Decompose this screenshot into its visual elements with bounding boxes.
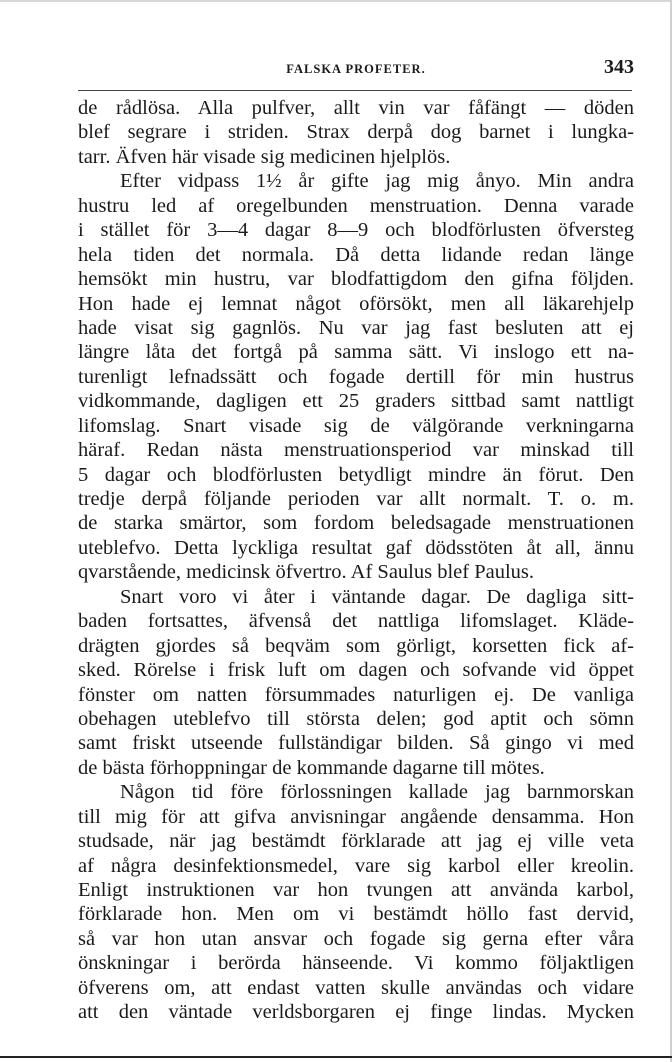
text-line: Snart voro vi åter i väntande dagar. De dagliga sitt- <box>120 585 634 608</box>
text-line: Efter vidpass 1½ år gifte jag mig ånyo. Min andra <box>120 170 634 193</box>
text-line: hemsökt min hustru, var blodfattigdom den gifna följden. <box>78 268 634 291</box>
text-line: baden fortsattes, äfvenså det nattliga lifomslaget. Kläde- <box>78 610 634 633</box>
text-line: öfverens om, att endast vatten skulle användas och vidare <box>78 976 634 999</box>
text-line: de starka smärtor, som fordom beledsagade menstruationen <box>78 512 634 535</box>
text-line: de bästa förhoppningar de kommande dagarne till mötes. <box>78 756 545 779</box>
text-line: qvarstående, medicinsk öfvertro. Af Saulus blef Paulus. <box>78 561 535 584</box>
text-line: obehagen uteblefvo till största delen; god aptit och sömn <box>78 707 634 730</box>
text-line: önskningar i berörda hänseende. Vi kommo följaktligen <box>78 952 634 975</box>
text-line: vidkommande, dagligen ett 25 graders sittbad samt nattligt <box>78 390 634 413</box>
text-line: hela tiden det normala. Då detta lidande redan länge <box>78 243 634 266</box>
header-rule <box>78 90 632 91</box>
page-header <box>78 56 634 86</box>
text-line: af några desinfektionsmedel, vare sig karbol eller kreolin. <box>78 854 634 877</box>
text-line: tarr. Äfven här visade sig medicinen hjelplös. <box>78 145 451 168</box>
text-line: att den väntade verldsborgaren ej finge lindas. Mycken <box>78 1001 634 1024</box>
text-line: förklarade hon. Men om vi bestämdt höllo fast dervid, <box>78 903 634 926</box>
text-line: 5 dagar och blodförlusten betydligt mindre än förut. Den <box>78 463 634 486</box>
text-line: Någon tid före förlossningen kallade jag barnmorskan <box>120 781 634 804</box>
text-line: samt friskt utseende fullständigar bilden. Så gingo vi med <box>78 732 634 755</box>
text-line: i stället för 3—4 dagar 8—9 och blodförlusten öfversteg <box>78 219 634 242</box>
page-number: 343 <box>604 56 634 78</box>
scan-edge-bottom <box>0 1056 672 1058</box>
text-line: Hon hade ej lemnat något oförsökt, men all läkarehjelp <box>78 292 634 315</box>
scan-edge-top <box>0 0 672 2</box>
text-line: drägten gjordes så beqväm som görligt, korsetten fick af- <box>78 634 634 657</box>
text-line: turenligt lefnadssätt och fogade dertill för min hustrus <box>78 365 634 388</box>
text-line: tredje derpå följande perioden var allt normalt. T. o. m. <box>78 488 634 510</box>
text-line: häraf. Redan nästa menstruationsperiod var minskad till <box>78 439 634 462</box>
text-line: studsade, när jag bestämdt förklarade att jag ej ville veta <box>78 830 634 853</box>
text-line: hade visat sig gagnlös. Nu var jag fast besluten att ej <box>78 316 634 339</box>
text-line: längre låta det fortgå på samma sätt. Vi inslogo ett na- <box>78 341 634 364</box>
text-line: sked. Rörelse i frisk luft om dagen och sofvande vid öppet <box>78 659 634 682</box>
text-line: blef segrare i striden. Strax derpå dog barnet i lungka- <box>78 121 634 144</box>
text-line: Enligt instruktionen var hon tvungen att använda karbol, <box>78 879 634 901</box>
text-line: lifomslag. Snart visade sig de välgörande verkningarna <box>78 414 634 437</box>
running-head: FALSKA PROFETER. <box>286 62 426 76</box>
text-line: till mig för att gifva anvisningar angående densamma. Hon <box>78 805 634 828</box>
text-line: fönster om natten försummades naturligen ej. De vanliga <box>78 683 634 706</box>
body-text <box>78 96 634 1025</box>
text-line: uteblefvo. Detta lyckliga resultat gaf dödsstöten åt all, ännu <box>78 536 634 559</box>
text-line: hustru led af oregelbunden menstruation. Denna varade <box>78 194 634 217</box>
text-line: de rådlösa. Alla pulfver, allt vin var fåfängt — döden <box>78 97 634 119</box>
text-line: så var hon utan ansvar och fogade sig gerna efter våra <box>78 927 634 950</box>
